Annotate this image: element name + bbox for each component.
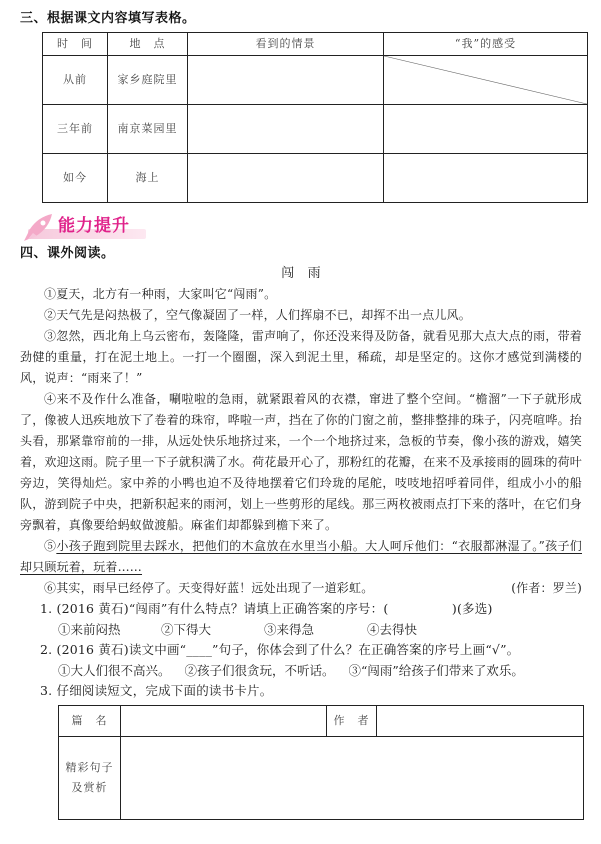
paragraph-5-number: ⑤	[44, 539, 57, 553]
question-1: 1. (2016 黄石)“闯雨”有什么特点？请填上正确答案的序号：( )(多选)	[40, 601, 493, 616]
section4-heading: 四、课外阅读。	[20, 246, 115, 261]
title-input[interactable]	[121, 706, 327, 737]
paragraph-6	[20, 578, 582, 599]
header-scene: 看到的情景	[188, 33, 384, 56]
author-label: 作 者	[327, 706, 377, 737]
article-title: 闯 雨	[281, 266, 321, 281]
paragraph-1: ①夏天，北方有一种雨，大家叫它“闯雨”。	[44, 287, 277, 301]
rocket-icon	[18, 211, 58, 245]
cell-feeling-crossed	[384, 56, 588, 105]
paragraph-6-text: ⑥其实，雨早已经停了。天变得好蓝！远处出现了一道彩虹。	[44, 581, 374, 595]
fill-in-table	[42, 32, 588, 203]
paragraph-2: ②天气先是闷热极了，空气像凝固了一样，人们挥扇不已，却挥不出一点儿风。	[44, 308, 472, 322]
author-input[interactable]	[377, 706, 584, 737]
cell-time: 如今	[43, 154, 108, 203]
option[interactable]: ③“闯雨”给孩子们带来了欢乐。	[348, 663, 524, 678]
sentence-label-line-1: 精彩句子	[65, 761, 114, 774]
cell-place: 南京菜园里	[108, 105, 188, 154]
table-row	[43, 154, 588, 203]
ability-banner	[18, 211, 158, 243]
cell-time: 三年前	[43, 105, 108, 154]
question-2-options	[58, 661, 582, 681]
sentence-input[interactable]	[121, 737, 584, 820]
underlined-sentence: 小孩子跑到院里去踩水，把他们的木盒放在水里当小船。大人呵斥他们：“衣服都淋湿了。”孩子们却只顾玩着，玩着……	[20, 539, 582, 574]
question-3: 3. 仔细阅读短文，完成下面的读书卡片。	[40, 683, 273, 698]
cell-feeling-input[interactable]	[384, 105, 588, 154]
sentence-label-line-2: 及赏析	[71, 781, 108, 794]
table-row	[43, 56, 588, 105]
cell-time: 从前	[43, 56, 108, 105]
question-1-options	[58, 620, 582, 640]
paragraph-3: ③忽然，西北角上乌云密布，轰隆隆，雷声响了，你还没来得及防备，就看见那大点大点的雨，带着劲健的重量，打在泥土地上。一打一个圈圈，深入到泥土里，稀疏，却是坚定的。这你才感觉到满楼的风，说声：“雨来了！”	[20, 329, 582, 385]
diagonal-line	[384, 56, 587, 104]
option[interactable]: ②孩子们很贪玩，不听话。	[184, 663, 335, 678]
section3-heading: 三、根据课文内容填写表格。	[20, 11, 196, 26]
header-feeling: “我”的感受	[384, 33, 588, 56]
header-time: 时 间	[43, 33, 108, 56]
reading-card-table	[58, 705, 584, 820]
banner-title: 能力提升	[58, 216, 130, 236]
cell-place: 家乡庭院里	[108, 56, 188, 105]
sentence-label	[59, 737, 121, 820]
title-label: 篇 名	[59, 706, 121, 737]
paragraph-5	[20, 536, 582, 578]
cell-scene-input[interactable]	[188, 56, 384, 105]
paragraph-4: ④来不及作什么准备，唰啦啦的急雨，就紧跟着风的衣襟，窜进了整个空间。“檐溜”一下子就形成了，像被人迅疾地放下了卷着的珠帘，哗啦一声，挡在了你的门窗之前，整排整排的珠子，闪亮喧哗。抬头看，那紧靠帘前的一排，从远处快乐地挤过来，一个一个地挤过来，急板的节奏，像小孩的游戏，嬉笑着，欢迎这雨。院子里一下子就积满了水。荷花最开心了，那粉红的花瓣，在来不及承接雨的圆珠的荷叶旁边，笑得灿烂。家中养的小鸭也迫不及待地摆着它们玲珑的尾舵，吱吱地招呼着同伴，组成小小的船队，游到院子中央，把新积起来的雨河，划上一些剪形的尾线。那三两枚被雨点打下来的落叶，在它们身旁飘着，真像要给蚂蚁做渡船。麻雀们却都躲到檐下来了。	[20, 392, 582, 532]
author-credit: (作者：罗兰)	[511, 581, 582, 595]
option[interactable]: ④去得快	[367, 622, 418, 637]
cell-scene-input[interactable]	[188, 105, 384, 154]
cell-place: 海上	[108, 154, 188, 203]
option[interactable]: ①大人们很不高兴。	[58, 663, 171, 678]
option[interactable]: ①来前闷热	[58, 622, 121, 637]
cell-feeling-input[interactable]	[384, 154, 588, 203]
question-2: 2. (2016 黄石)读文中画“____”句子，你体会到了什么？在正确答案的序号上画“√”。	[40, 642, 520, 657]
option[interactable]: ③来得急	[264, 622, 315, 637]
table-row	[43, 105, 588, 154]
option[interactable]: ②下得大	[161, 622, 212, 637]
header-place: 地 点	[108, 33, 188, 56]
cell-scene-input[interactable]	[188, 154, 384, 203]
